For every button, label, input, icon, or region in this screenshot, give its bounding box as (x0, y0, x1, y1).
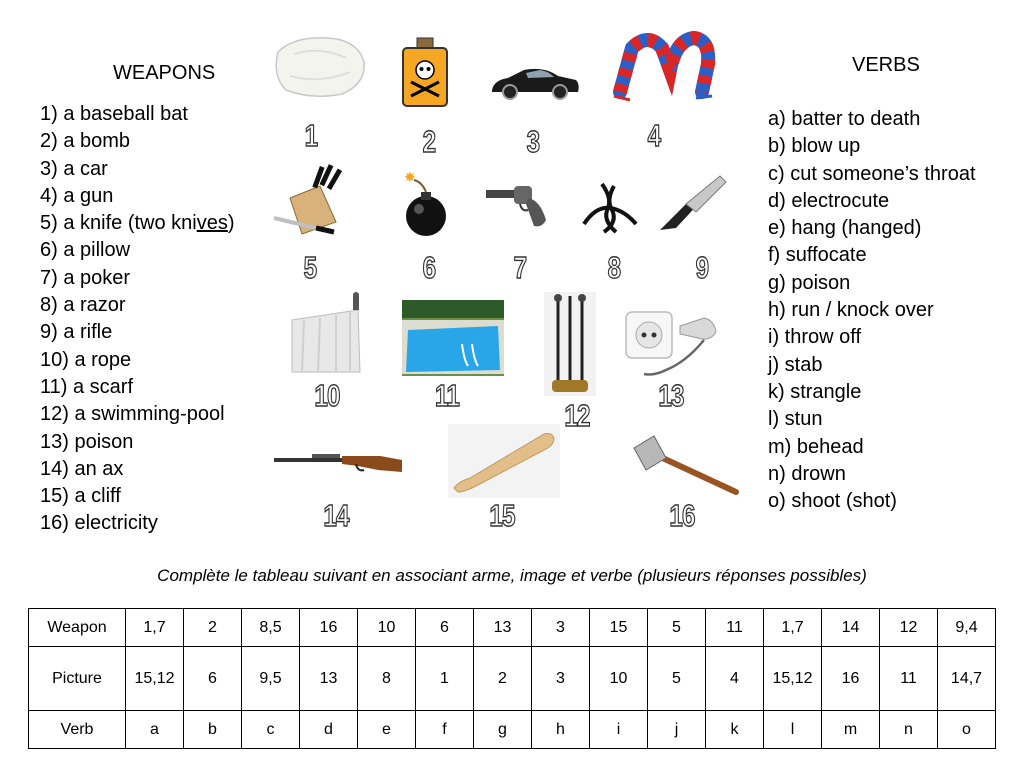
table-cell: 9,4 (938, 609, 996, 647)
knife-underlined-text: ves (196, 212, 228, 235)
verb-item: d) electrocute (768, 189, 890, 212)
verb-item: j) stab (768, 353, 823, 376)
picture-number: 7 (513, 250, 527, 285)
picture-number: 14 (323, 498, 349, 533)
table-cell: 11 (880, 647, 938, 711)
weapon-item: 8) a razor (40, 294, 126, 317)
cliff-icon (290, 292, 366, 379)
verb-item: k) strangle (768, 380, 862, 403)
table-row-picture (29, 647, 996, 711)
table-cell: e (358, 711, 416, 749)
picture-number: 4 (647, 118, 661, 153)
table-cell: b (184, 711, 242, 749)
verb-item: a) batter to death (768, 108, 921, 130)
rifle-icon (272, 450, 404, 485)
table-cell: 3 (532, 647, 590, 711)
verbs-list (768, 106, 976, 515)
verb-item: l) stun (768, 408, 823, 431)
picture-number: 11 (434, 378, 460, 413)
table-cell: 16 (822, 647, 880, 711)
table-cell: 15 (590, 609, 648, 647)
table-cell: 13 (300, 647, 358, 711)
picture-number: 12 (564, 398, 590, 433)
weapon-item: 2) a bomb (40, 130, 131, 153)
weapon-item: 16) electricity (40, 512, 158, 535)
electric-socket-icon (624, 300, 722, 387)
weapon-item: 1) a baseball bat (40, 103, 188, 125)
verbs-heading: VERBS (852, 54, 920, 76)
table-cell: 14,7 (938, 647, 996, 711)
table-cell: 12 (880, 609, 938, 647)
razor-icon (656, 170, 730, 241)
picture-number: 13 (658, 378, 684, 413)
verb-item: b) blow up (768, 135, 861, 158)
picture-number: 9 (695, 250, 709, 285)
table-cell: f (416, 711, 474, 749)
table-cell: o (938, 711, 996, 749)
row-label: Verb (29, 711, 126, 749)
table-cell: n (880, 711, 938, 749)
weapon-item-knife (40, 210, 235, 237)
verb-item: i) throw off (768, 326, 861, 349)
table-cell: 8,5 (242, 609, 300, 647)
weapon-item: 9) a rifle (40, 321, 113, 344)
picture-number: 5 (303, 250, 317, 285)
revolver-icon (484, 180, 554, 239)
table-cell: m (822, 711, 880, 749)
verb-item: h) run / knock over (768, 299, 934, 322)
table-cell: 1 (416, 647, 474, 711)
table-cell: 9,5 (242, 647, 300, 711)
table-cell: 14 (822, 609, 880, 647)
verb-item: e) hang (hanged) (768, 217, 922, 240)
table-cell: 15,12 (126, 647, 184, 711)
table-cell: 10 (358, 609, 416, 647)
table-cell: k (706, 711, 764, 749)
weapon-item: 12) a swimming-pool (40, 403, 225, 426)
table-row-weapon (29, 609, 996, 647)
poison-bottle-icon (399, 36, 451, 113)
table-cell: 5 (648, 647, 706, 711)
weapon-item: 10) a rope (40, 348, 132, 371)
fire-poker-icon (544, 292, 596, 401)
weapon-item: 15) a cliff (40, 485, 121, 508)
verb-item: g) poison (768, 271, 851, 294)
bomb-icon (398, 170, 452, 245)
table-cell: 3 (532, 609, 590, 647)
verb-item: o) shoot (shot) (768, 490, 897, 513)
svg-text:✸: ✸ (404, 170, 416, 186)
row-label: Weapon (29, 609, 126, 647)
weapon-item: 3) a car (40, 157, 108, 180)
table-cell: 8 (358, 647, 416, 711)
table-cell: j (648, 711, 706, 749)
table-cell: 10 (590, 647, 648, 711)
table-cell: 13 (474, 609, 532, 647)
table-cell: 2 (474, 647, 532, 711)
baseball-bat-icon (448, 424, 560, 503)
picture-number: 6 (422, 250, 436, 285)
weapons-heading: WEAPONS (113, 62, 216, 84)
table-cell: 6 (184, 647, 242, 711)
table-cell: h (532, 711, 590, 749)
table-cell: 15,12 (764, 647, 822, 711)
knife-text-end: ) (227, 212, 235, 235)
instruction-text: Complète le tableau suivant en associant arme, image et verbe (plusieurs réponses possibles) (157, 566, 867, 585)
weapon-item: 4) a gun (40, 184, 114, 207)
answer-table (28, 608, 996, 749)
weapon-item: 6) a pillow (40, 239, 131, 262)
weapon-item: 11) a scarf (40, 375, 133, 398)
verb-item: f) suffocate (768, 244, 867, 267)
picture-number: 10 (314, 378, 340, 413)
table-row-verb (29, 711, 996, 749)
verb-item: c) cut someone’s throat (768, 162, 976, 185)
table-cell: a (126, 711, 184, 749)
scarf-icon (610, 30, 718, 109)
car-icon (488, 62, 582, 107)
table-cell: 1,7 (764, 609, 822, 647)
table-cell: g (474, 711, 532, 749)
pillow-icon (272, 32, 368, 105)
table-cell: i (590, 711, 648, 749)
table-cell: 6 (416, 609, 474, 647)
verb-item: m) behead (768, 435, 864, 458)
table-cell: c (242, 711, 300, 749)
picture-number: 15 (489, 498, 515, 533)
weapon-item: 14) an ax (40, 457, 124, 480)
weapon-item: 7) a poker (40, 266, 131, 289)
table-cell: 2 (184, 609, 242, 647)
table-cell: 4 (706, 647, 764, 711)
picture-number: 1 (304, 118, 318, 153)
table-cell: 16 (300, 609, 358, 647)
picture-number: 8 (607, 250, 621, 285)
picture-number: 16 (669, 498, 695, 533)
table-cell: d (300, 711, 358, 749)
table-cell: l (764, 711, 822, 749)
table-cell: 1,7 (126, 609, 184, 647)
rope-knot-icon (578, 178, 642, 243)
picture-number: 3 (526, 124, 540, 159)
table-cell: 5 (648, 609, 706, 647)
picture-number: 2 (422, 124, 436, 159)
table-cell: 11 (706, 609, 764, 647)
ax-icon (628, 434, 740, 501)
weapons-list (40, 101, 235, 538)
swimming-pool-icon (402, 300, 504, 381)
row-label: Picture (29, 647, 126, 711)
knife-text: 5) a knife (two kni (40, 212, 197, 235)
verb-item: n) drown (768, 462, 846, 485)
weapon-item: 13) poison (40, 430, 134, 453)
knife-block-icon (272, 162, 350, 245)
